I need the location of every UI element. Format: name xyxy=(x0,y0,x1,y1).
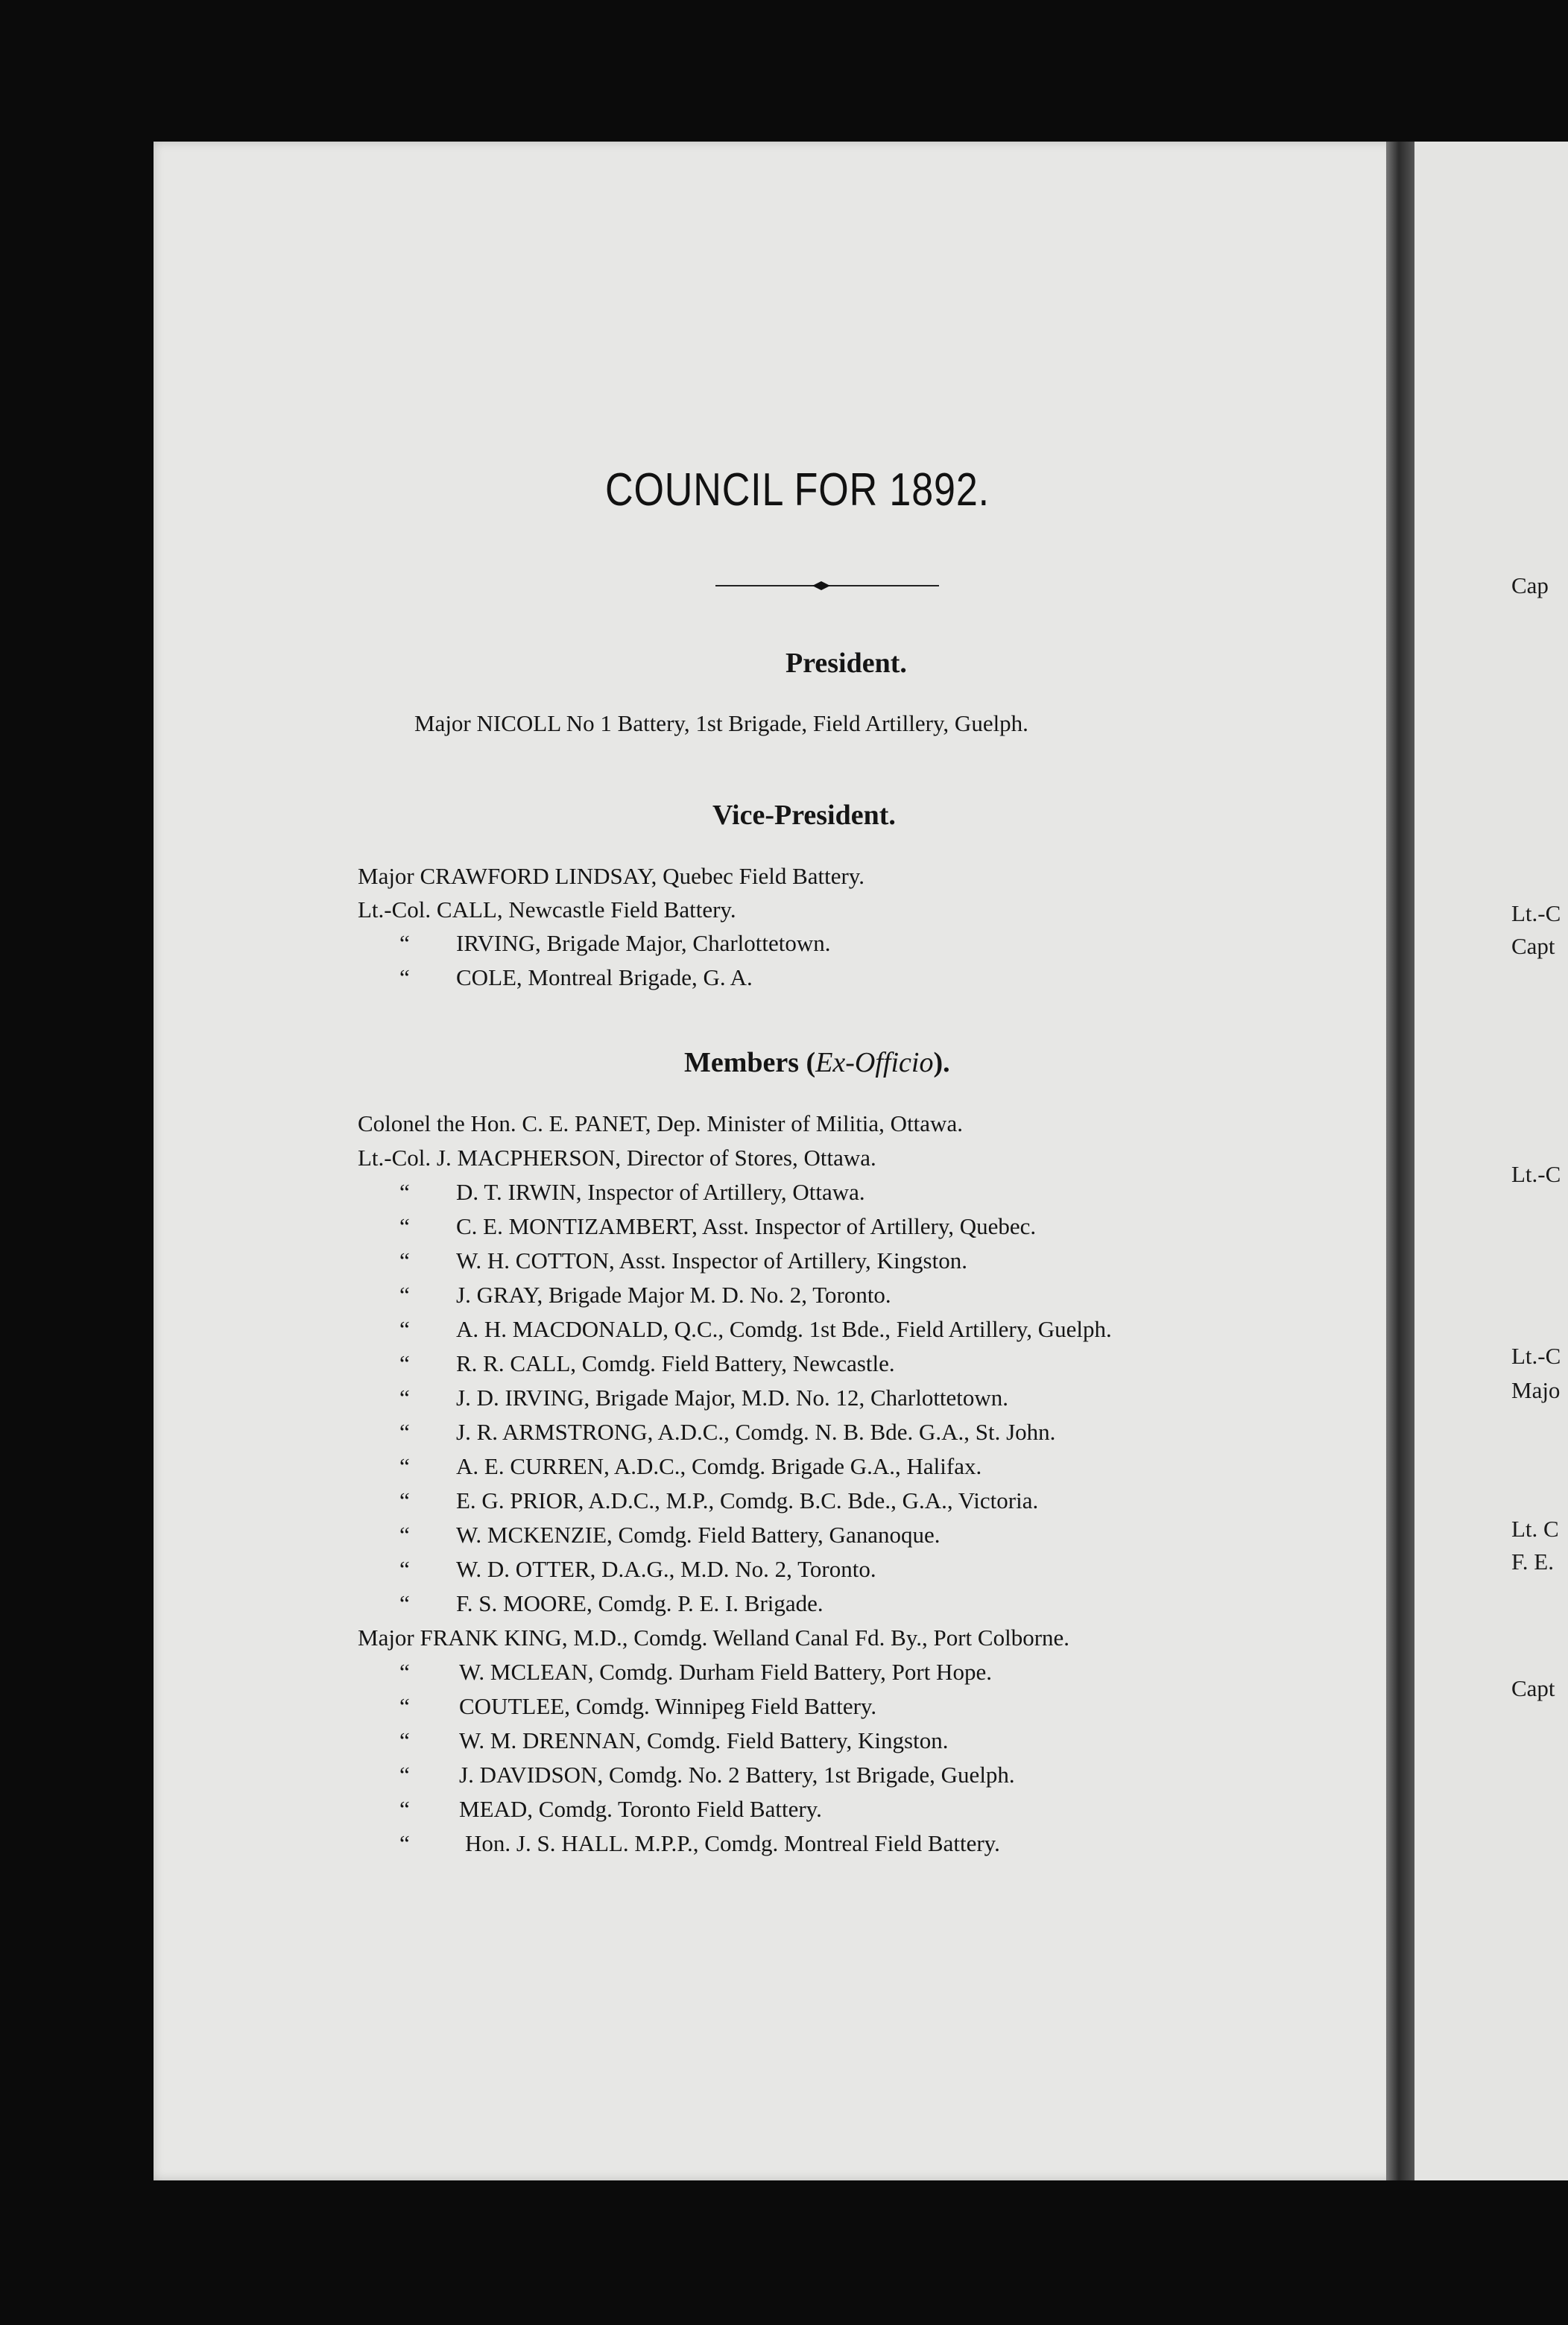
right-page-fragment: Lt. C xyxy=(1511,1516,1559,1542)
member-entry: W. MCKENZIE, Comdg. Field Battery, Gananoque. xyxy=(456,1522,941,1548)
ditto-mark: “ xyxy=(399,1727,410,1753)
ditto-mark: “ xyxy=(399,1556,410,1582)
member-entry: W. MCLEAN, Comdg. Durham Field Battery, Port Hope. xyxy=(459,1659,992,1685)
right-page-fragment: Majo xyxy=(1511,1377,1561,1403)
member-entry: Major FRANK KING, M.D., Comdg. Welland Canal Fd. By., Port Colborne. xyxy=(358,1625,1070,1651)
vice-president-entry: IRVING, Brigade Major, Charlottetown. xyxy=(456,930,831,956)
right-page-fragment: Lt.-C xyxy=(1511,1161,1561,1187)
member-entry: J. D. IRVING, Brigade Major, M.D. No. 12, Charlottetown. xyxy=(456,1385,1009,1411)
members-heading xyxy=(684,1046,950,1079)
ditto-mark: “ xyxy=(399,1247,410,1274)
member-entry: COUTLEE, Comdg. Winnipeg Field Battery. xyxy=(459,1693,877,1719)
member-entry: A. H. MACDONALD, Q.C., Comdg. 1st Bde., Field Artillery, Guelph. xyxy=(456,1316,1112,1342)
members-heading-close: ). xyxy=(933,1047,950,1078)
vice-president-entry: Lt.-Col. CALL, Newcastle Field Battery. xyxy=(358,896,736,923)
vice-president-heading: Vice-President. xyxy=(712,800,896,831)
member-entry: W. D. OTTER, D.A.G., M.D. No. 2, Toronto. xyxy=(456,1556,876,1582)
ditto-mark: “ xyxy=(399,1693,410,1719)
member-entry: F. S. MOORE, Comdg. P. E. I. Brigade. xyxy=(456,1590,823,1616)
member-entry: Colonel the Hon. C. E. PANET, Dep. Minister of Militia, Ottawa. xyxy=(358,1110,963,1136)
member-entry: MEAD, Comdg. Toronto Field Battery. xyxy=(459,1796,822,1822)
ditto-mark: “ xyxy=(399,1522,410,1548)
ditto-mark: “ xyxy=(399,964,410,990)
member-entry: W. H. COTTON, Asst. Inspector of Artillery, Kingston. xyxy=(456,1247,967,1274)
ditto-mark: “ xyxy=(399,1796,410,1822)
ditto-mark: “ xyxy=(399,1590,410,1616)
member-entry: E. G. PRIOR, A.D.C., M.P., Comdg. B.C. Bde., G.A., Victoria. xyxy=(456,1487,1039,1513)
ditto-mark: “ xyxy=(399,1213,410,1239)
members-heading-label: Members ( xyxy=(684,1047,816,1078)
president-line: Major NICOLL No 1 Battery, 1st Brigade, Field Artillery, Guelph. xyxy=(414,710,1028,736)
ditto-mark: “ xyxy=(399,1487,410,1513)
ditto-mark: “ xyxy=(399,1179,410,1205)
member-entry: D. T. IRWIN, Inspector of Artillery, Ottawa. xyxy=(456,1179,865,1205)
ditto-mark: “ xyxy=(399,1762,410,1788)
member-entry: R. R. CALL, Comdg. Field Battery, Newcastle. xyxy=(456,1350,895,1376)
member-entry: C. E. MONTIZAMBERT, Asst. Inspector of Artillery, Quebec. xyxy=(456,1213,1037,1239)
vice-president-entry: COLE, Montreal Brigade, G. A. xyxy=(456,964,753,990)
president-heading: President. xyxy=(785,648,907,679)
member-entry: Lt.-Col. J. MACPHERSON, Director of Stores, Ottawa. xyxy=(358,1145,876,1171)
right-page-fragment: Lt.-C xyxy=(1511,1343,1561,1369)
ditto-mark: “ xyxy=(399,1316,410,1342)
member-entry: J. DAVIDSON, Comdg. No. 2 Battery, 1st Brigade, Guelph. xyxy=(459,1762,1015,1788)
right-page-fragment: Capt xyxy=(1511,933,1555,959)
ditto-mark: “ xyxy=(399,1830,410,1856)
ditto-mark: “ xyxy=(399,1385,410,1411)
member-entry: A. E. CURREN, A.D.C., Comdg. Brigade G.A., Halifax. xyxy=(456,1453,982,1479)
ditto-mark: “ xyxy=(399,930,410,956)
right-page-fragment: F. E. xyxy=(1511,1549,1554,1575)
member-entry: W. M. DRENNAN, Comdg. Field Battery, Kingston. xyxy=(459,1727,949,1753)
right-page-fragment: Cap xyxy=(1511,572,1549,598)
right-page-fragment: Lt.-C xyxy=(1511,900,1561,926)
vice-president-entry: Major CRAWFORD LINDSAY, Quebec Field Battery. xyxy=(358,863,865,889)
member-entry: J. R. ARMSTRONG, A.D.C., Comdg. N. B. Bde. G.A., St. John. xyxy=(456,1419,1056,1445)
ex-officio-label: Ex-Officio xyxy=(815,1047,934,1078)
ornament-divider xyxy=(715,577,939,595)
ditto-mark: “ xyxy=(399,1659,410,1685)
book-spine xyxy=(1386,142,1414,2180)
member-entry: Hon. J. S. HALL. M.P.P., Comdg. Montreal Field Battery. xyxy=(465,1830,1000,1856)
ditto-mark: “ xyxy=(399,1350,410,1376)
ditto-mark: “ xyxy=(399,1282,410,1308)
ditto-mark: “ xyxy=(399,1419,410,1445)
right-page-fragment: Capt xyxy=(1511,1675,1555,1701)
ditto-mark: “ xyxy=(399,1453,410,1479)
member-entry: J. GRAY, Brigade Major M. D. No. 2, Toronto. xyxy=(456,1282,891,1308)
page-title: COUNCIL FOR 1892. xyxy=(605,464,990,516)
